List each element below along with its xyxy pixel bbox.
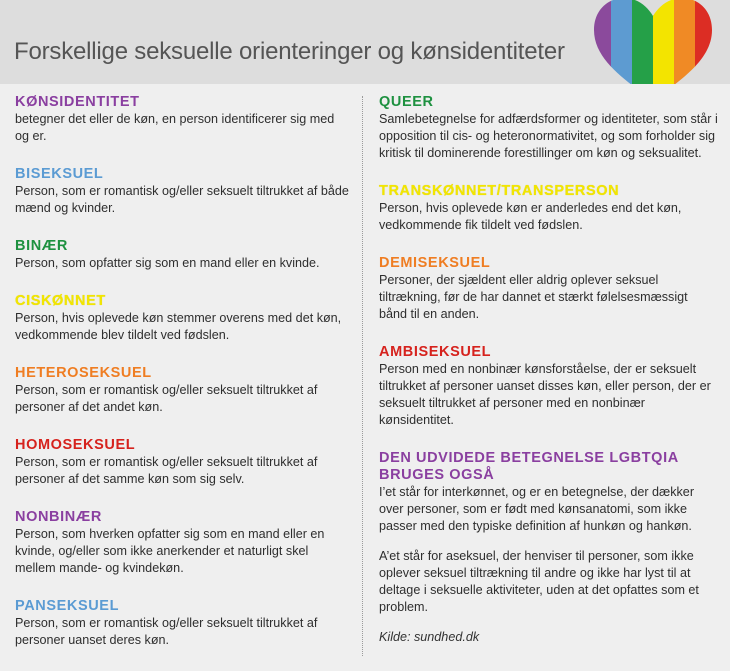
page-title: Forskellige seksuelle orienteringer og kønsidentiteter [14, 38, 565, 65]
term-ambiseksuel [379, 344, 719, 429]
term-text: Person med en nonbinær kønsforståelse, der er seksuelt tiltrukket af personer uanset disses køn, eller person, der er seksuelt tiltrukket af personer med en nonbinær kønsidentitet. [379, 362, 711, 427]
term-text: I’et står for interkønnet, og er en betegnelse, der dækker over personer, som er født med kønsanatomi, som ikke passer med den typiske definition af hunkøn og hankøn. [379, 485, 695, 533]
term-lgbtqia [379, 450, 719, 616]
term-text: Person, som er romantisk og/eller seksuelt tiltrukket af personer af det samme køn som sig selv. [15, 455, 318, 486]
term-title: QUEER [379, 94, 434, 110]
term-text: betegner det eller de køn, en person identificerer sig med og er. [15, 112, 335, 143]
term-title: KØNSIDENTITET [15, 94, 140, 110]
term-title: NONBINÆR [15, 509, 102, 525]
term-panseksuel [15, 598, 350, 649]
term-title: HETEROSEKSUEL [15, 365, 152, 381]
term-title: BINÆR [15, 238, 68, 254]
term-title: PANSEKSUEL [15, 598, 120, 614]
term-nonbinaer [15, 509, 350, 577]
term-homoseksuel [15, 437, 350, 488]
asexual-paragraph: A’et står for aseksuel, der henviser til personer, som ikke oplever seksuel tiltrækning til andre og ikke har lyst til at deltage i seksuelle aktiviteter, uden at det opfattes som et problem. [379, 549, 699, 614]
term-title: BISEKSUEL [15, 166, 104, 182]
left-column [15, 94, 350, 670]
term-biseksuel [15, 166, 350, 217]
term-demiseksuel [379, 255, 719, 323]
term-text: Personer, der sjældent eller aldrig oplever seksuel tiltrækning, før de har dannet et stærkt følelsesmæssigt bånd til en anden. [379, 273, 688, 321]
term-binaer [15, 238, 350, 272]
term-title: AMBISEKSUEL [379, 344, 492, 360]
term-text: Person, som er romantisk og/eller seksuelt tiltrukket af personer af det andet køn. [15, 383, 318, 414]
term-text: Person, som hverken opfatter sig som en mand eller en kvinde, og/eller som ikke anerkender et naturligt skel mellem mande- og kvindekøn. [15, 527, 325, 575]
term-text: Person, hvis oplevede køn er anderledes end det køn, vedkommende fik tildelt ved fødslen. [379, 201, 682, 232]
term-transkonnet [379, 183, 719, 234]
term-title: CISKØNNET [15, 293, 106, 309]
column-divider [362, 96, 363, 656]
term-heteroseksuel [15, 365, 350, 416]
term-title: HOMOSEKSUEL [15, 437, 136, 453]
term-text: Person, hvis oplevede køn stemmer overens med det køn, vedkommende blev tildelt ved fødslen. [15, 311, 342, 342]
term-konsidentitet [15, 94, 350, 145]
term-text: Person, som er romantisk og/eller seksuelt tiltrukket af både mænd og kvinder. [15, 184, 349, 215]
term-text: Person, som er romantisk og/eller seksuelt tiltrukket af personer uanset deres køn. [15, 616, 318, 647]
term-title: DEMISEKSUEL [379, 255, 491, 271]
term-queer [379, 94, 719, 162]
term-title: DEN UDVIDEDE BETEGNELSE LGBTQIA BRUGES OGSÅ [379, 450, 679, 483]
term-text: Person, som opfatter sig som en mand eller en kvinde. [15, 256, 320, 270]
source-credit: Kilde: sundhed.dk [379, 630, 480, 644]
term-ciskonnet [15, 293, 350, 344]
term-text: Samlebetegnelse for adfærdsformer og identiteter, som står i opposition til cis- og heteronormativitet, og som forholder sig kritisk til dominerende forestillinger om køn og seksualitet. [379, 112, 718, 160]
term-title: TRANSKØNNET/TRANSPERSON [379, 183, 620, 199]
right-column [379, 94, 719, 644]
